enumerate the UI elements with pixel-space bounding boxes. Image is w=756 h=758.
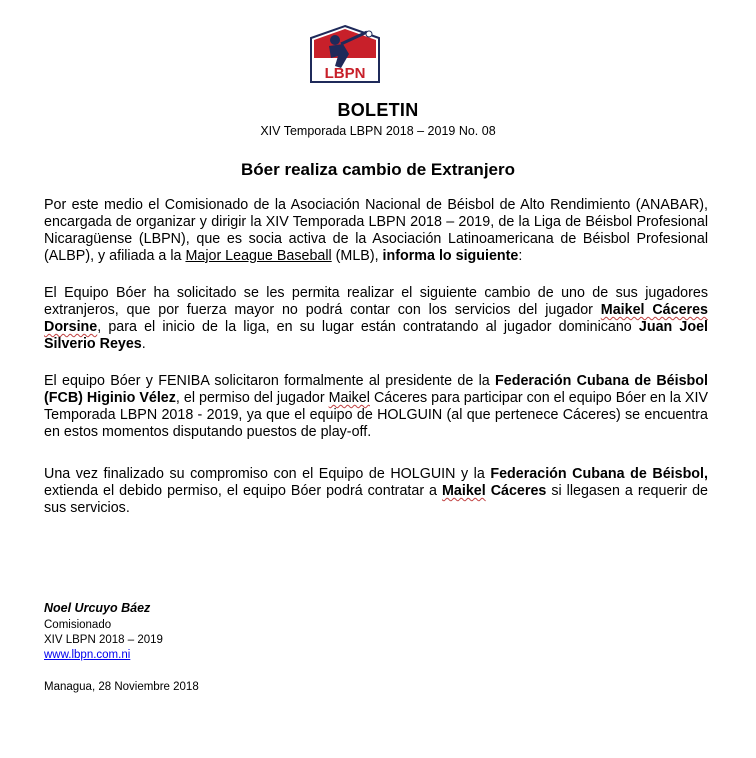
logo-text: LBPN	[324, 65, 366, 82]
bulletin-title: BOLETIN	[337, 100, 419, 120]
signature-season: XIV LBPN 2018 – 2019	[44, 634, 163, 646]
paragraph-intro: Por este medio el Comisionado de la Asociación Nacional de Béisbol de Alto Rendimiento (ANABAR), encargada de organizar y dirigir la XIV Temporada LBPN 2018 – 2019, de la Liga de Béisbol Profesional Nicaragüense (LBPN), que es socia activa de la Asociación Latinoamericana de Béisbol Profesional (ALBP), y afiliada a la Major League Baseball (MLB), informa lo siguiente:	[44, 197, 708, 264]
lbpn-logo	[305, 24, 385, 86]
signature-name: Noel Urcuyo Báez	[44, 601, 151, 615]
signature-role: Comisionado	[44, 619, 112, 631]
paragraph-permission-request: El equipo Bóer y FENIBA solicitaron formalmente al presidente de la Federación Cubana de Béisbol (FCB) Higinio Vélez, el permiso del jugador Maikel Cáceres para participar con el equipo Bóer en la XIV Temporada LBPN 2018 - 2019, ya que el equipo de HOLGUIN (al que pertenece Cáceres) se encuentra en estos momentos disputando puestos de play-off.	[44, 373, 708, 440]
paragraph-conclusion: Una vez finalizado su compromiso con el Equipo de HOLGUIN y la Federación Cubana de Béisbol, extienda el debido permiso, el equipo Bóer podrá contratar a Maikel Cáceres si llegasen a requerir de sus servicios.	[44, 466, 708, 516]
ball-icon	[366, 31, 372, 37]
website-link[interactable]: www.lbpn.com.ni	[44, 649, 131, 661]
player-head	[330, 35, 340, 45]
bulletin-subtitle: XIV Temporada LBPN 2018 – 2019 No. 08	[260, 124, 496, 138]
news-headline: Bóer realiza cambio de Extranjero	[241, 160, 515, 179]
paragraph-player-change: El Equipo Bóer ha solicitado se les permita realizar el siguiente cambio de uno de sus jugadores extranjeros, que por fuerza mayor no podrá contar con los servicios del jugador Maikel Cáceres Dorsine, para el inicio de la liga, en su lugar están contratando al jugador dominicano Juan Joel Silverio Reyes.	[44, 285, 708, 352]
document-date: Managua, 28 Noviembre 2018	[44, 681, 199, 693]
